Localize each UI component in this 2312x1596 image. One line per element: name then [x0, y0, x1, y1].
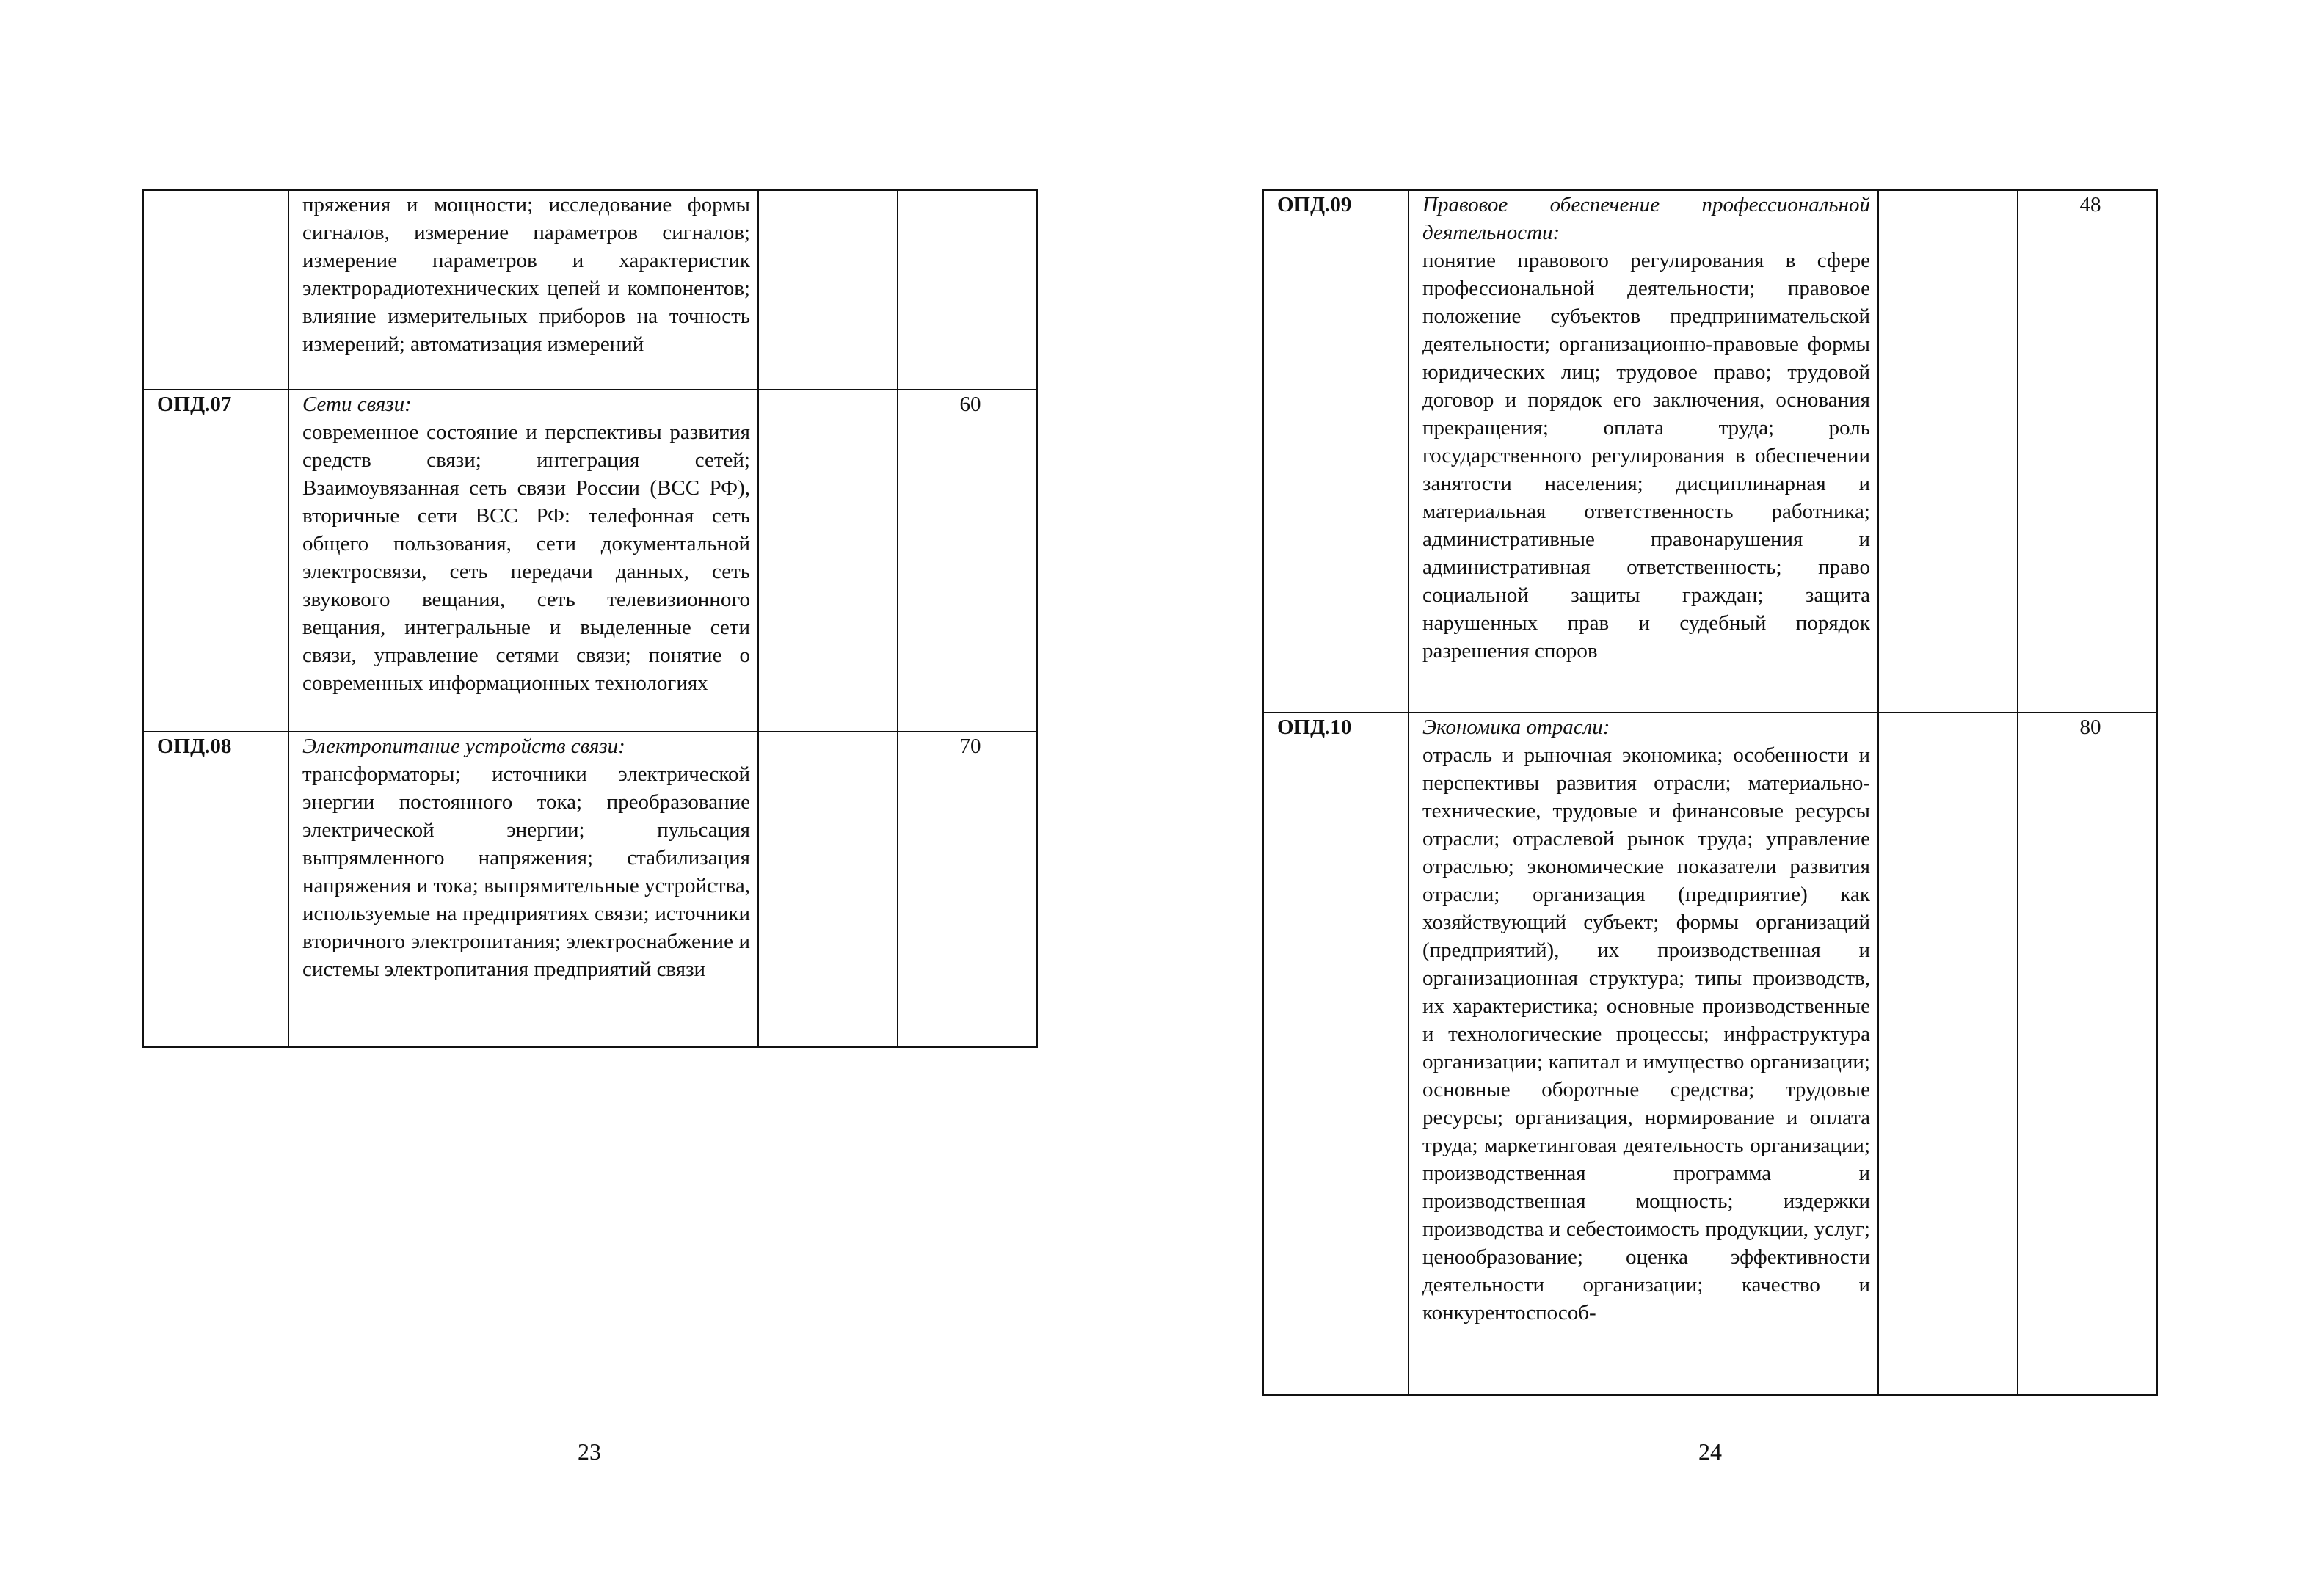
- discipline-description: [1408, 190, 1878, 713]
- page-number: 24: [1698, 1438, 1722, 1465]
- table-row: [143, 732, 1037, 1047]
- discipline-title: Сети связи:: [302, 393, 412, 416]
- discipline-title: Экономика отрасли:: [1422, 715, 1610, 739]
- hours-cell: 80: [2018, 713, 2157, 1395]
- table-row: [1263, 713, 2157, 1395]
- hours-cell: 48: [2018, 190, 2157, 713]
- discipline-title: Правовое обеспечение профессиональной деятельности:: [1422, 193, 1870, 244]
- discipline-content: трансформаторы; источники электрической энергии постоянного тока; преобразование электрической энергии; пульсация выпрямленного напряжения; стабилизация напряжения и тока; выпрямительные устройства, используемые на предприятиях связи; источники вторичного электропитания; электроснабжение и системы электропитания предприятий связи: [302, 762, 750, 981]
- discipline-code: ОПД.09: [1263, 190, 1408, 713]
- discipline-content: понятие правового регулирования в сфере профессиональной деятельности; правовое положение субъектов предпринимательской деятельности; организационно-правовые формы юридических лиц; трудовое право; трудовой договор и порядок его заключения, основания прекращения; оплата труда; роль государственного регулирования в обеспечении занятости населения; дисциплинарная и материальная ответственность работника; административные правонарушения и административная ответственность; право социальной защиты граждан; защита нарушенных прав и судебный порядок разрешения споров: [1422, 249, 1870, 663]
- empty-column: [758, 190, 898, 390]
- curriculum-table-left: [142, 189, 1038, 1048]
- table-row: [143, 390, 1037, 732]
- discipline-code: [143, 190, 288, 390]
- hours-cell: 70: [898, 732, 1037, 1047]
- discipline-description: [288, 732, 758, 1047]
- discipline-code: ОПД.07: [143, 390, 288, 732]
- discipline-code: ОПД.10: [1263, 713, 1408, 1395]
- empty-column: [1878, 190, 2018, 713]
- discipline-description: [1408, 713, 1878, 1395]
- hours-cell: 60: [898, 390, 1037, 732]
- curriculum-table-right: [1262, 189, 2158, 1396]
- discipline-content: пряжения и мощности; исследование формы сигналов, измерение параметров сигналов; измерение параметров и характеристик электрорадиотехнических цепей и компонентов; влияние измерительных приборов на точность измерений; автоматизация измерений: [302, 193, 750, 356]
- table-row: [143, 190, 1037, 390]
- discipline-content: отрасль и рыночная экономика; особенности и перспективы развития отрасли; материально-технические, трудовые и финансовые ресурсы отрасли; отраслевой рынок труда; управление отраслью; экономические показатели развития отрасли; организация (предприятие) как хозяйствующий субъект; формы организаций (предприятий), их производственная и организационная структура; типы производств, их характеристика; основные производственные и технологические процессы; инфраструктура организации; капитал и имущество организации; основные оборотные средства; трудовые ресурсы; организация, нормирование и оплата труда; маркетинговая деятельность организации; производственная программа и производственная мощность; издержки производства и себестоимость продукции, услуг; ценообразование; оценка эффективности деятельности организации; качество и конкурентоспособ-: [1422, 743, 1870, 1324]
- right-page: [1156, 0, 2312, 1596]
- discipline-description: [288, 390, 758, 732]
- discipline-content: современное состояние и перспективы развития средств связи; интеграция сетей; Взаимоувязанная сеть связи России (ВСС РФ), вторичные сети ВСС РФ: телефонная сеть общего пользования, сети документальной электросвязи, сеть передачи данных, сеть звукового вещания, сеть телевизионного вещания, интегральные и выделенные сети связи, управление сетями связи; понятие о современных информационных технологиях: [302, 420, 750, 695]
- discipline-title: Электропитание устройств связи:: [302, 735, 625, 758]
- empty-column: [758, 390, 898, 732]
- empty-column: [758, 732, 898, 1047]
- table-row: [1263, 190, 2157, 713]
- page-number: 23: [578, 1438, 601, 1465]
- empty-column: [1878, 713, 2018, 1395]
- hours-cell: [898, 190, 1037, 390]
- discipline-code: ОПД.08: [143, 732, 288, 1047]
- discipline-description: [288, 190, 758, 390]
